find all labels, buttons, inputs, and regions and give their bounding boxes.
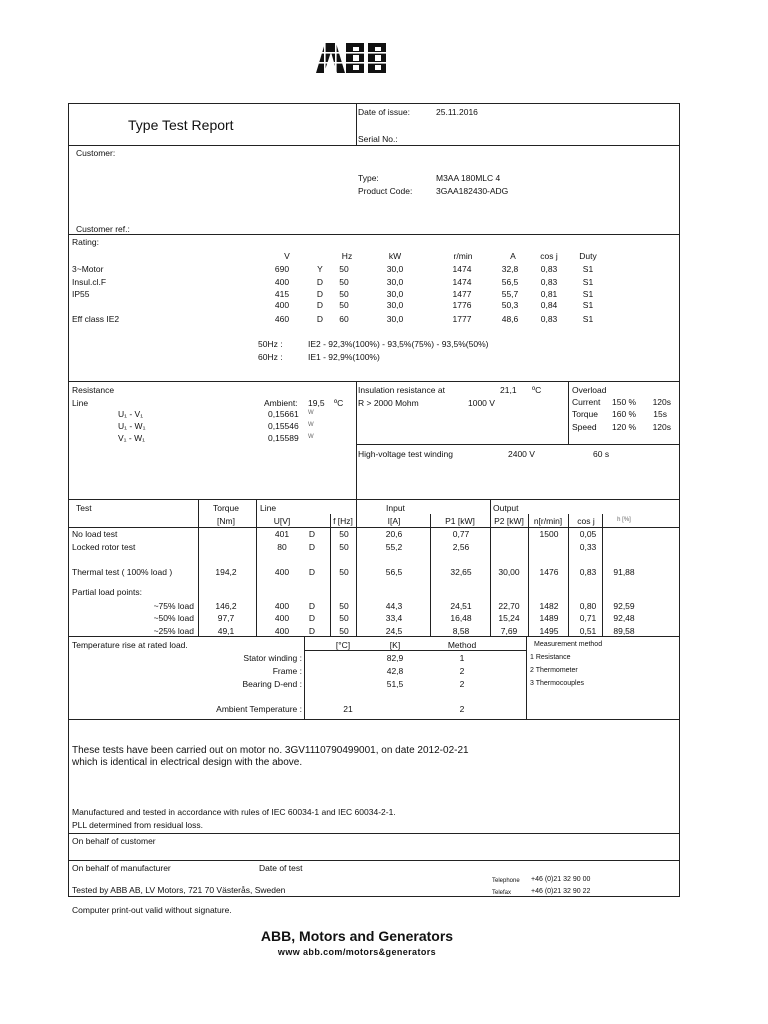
resistance-row-value: 0,15661 [268, 409, 299, 419]
test-row-p2: 15,24 [498, 613, 520, 623]
product-code-value: 3GAA182430-ADG [436, 186, 509, 196]
notes-line-1: These tests have been carried out on motor no. 3GV1110790499001, on date 2012-02-21 [72, 745, 469, 756]
test-row-p1: 8,58 [452, 626, 470, 636]
telephone-label: Telephone [492, 878, 520, 884]
ambient-value: 19,5 [308, 398, 325, 408]
test-row-name: Locked rotor test [72, 542, 136, 552]
product-code-label: Product Code: [358, 186, 413, 196]
efficiency-50hz-label: 50Hz : [258, 339, 283, 349]
resistance-row-name: V₁ - W₁ [118, 433, 145, 443]
test-row-n: 1482 [539, 601, 559, 611]
telefax-value: +46 (0)21 32 90 22 [531, 888, 591, 895]
efficiency-60hz-label: 60Hz : [258, 352, 283, 362]
test-row-p1: 0,77 [452, 529, 470, 539]
report-frame [68, 103, 680, 897]
resistance-label: Resistance [72, 385, 115, 395]
test-row-i: 20,6 [385, 529, 403, 539]
rating-row-rmin: 1474 [452, 277, 472, 287]
rating-row-a: 50,3 [501, 300, 519, 310]
rating-row-name: Insul.cl.F [72, 277, 107, 287]
test-row-f: 50 [339, 613, 349, 623]
temp-rise-label: Temperature rise at rated load. [72, 640, 188, 650]
line-header: Line [260, 503, 277, 513]
rating-header-v: V [284, 251, 290, 261]
speed-header: n[r/min] [533, 516, 563, 526]
hv-test-voltage: 2400 V [508, 449, 535, 459]
tested-by: Tested by ABB AB, LV Motors, 721 70 Västerås, Sweden [72, 885, 286, 895]
test-row-n: 1489 [539, 613, 559, 623]
line-unit: U[V] [273, 516, 291, 526]
rating-header-kw: kW [388, 251, 402, 261]
test-row-torque: 49,1 [217, 626, 235, 636]
ohm-unit: W [308, 422, 314, 428]
type-label: Type: [358, 173, 379, 183]
torque-header: Torque [213, 503, 239, 513]
test-row-u: 400 [274, 601, 290, 611]
notes-line-4: PLL determined from residual loss. [72, 820, 204, 830]
rating-row-v: 400 [274, 277, 290, 287]
resistance-row-name: U₁ - V₁ [118, 409, 144, 419]
rating-row-conn: D [316, 314, 324, 324]
overload-label: Overload [572, 385, 607, 395]
test-row-eff: 89,58 [613, 626, 635, 636]
test-header: Test [76, 503, 92, 513]
rating-row-hz: 60 [339, 314, 349, 324]
abb-logo [316, 42, 396, 74]
cos-header: cos j [577, 516, 595, 526]
company-name: ABB, Motors and Generators [260, 928, 454, 944]
partial-load-label: Partial load points: [72, 587, 142, 597]
test-row-cos: 0,05 [579, 529, 597, 539]
test-row-u: 401 [274, 529, 290, 539]
overload-row-time: 120s [652, 422, 671, 432]
rating-row-cos: 0,81 [540, 289, 558, 299]
rating-row-rmin: 1776 [452, 300, 472, 310]
hv-test-time: 60 s [593, 449, 610, 459]
temp-row-k: 82,9 [386, 653, 404, 663]
measurement-method-item: 3 Thermocouples [530, 680, 584, 687]
test-row-conn: D [308, 529, 316, 539]
overload-row-time: 15s [653, 409, 667, 419]
test-row-f: 50 [339, 626, 349, 636]
rating-row-v: 690 [274, 264, 290, 274]
test-row-name: ~50% load [153, 613, 194, 623]
test-row-f: 50 [339, 567, 349, 577]
rating-row-conn: Y [317, 264, 323, 274]
rating-row-conn: D [316, 300, 324, 310]
ambient-label: Ambient: [264, 398, 298, 408]
rating-row-a: 48,6 [501, 314, 519, 324]
rating-row-duty: S1 [582, 277, 594, 287]
temp-col-c: [°C] [335, 640, 351, 650]
test-row-i: 33,4 [385, 613, 403, 623]
insulation-temp-value: 21,1 [500, 385, 517, 395]
test-row-u: 80 [277, 542, 287, 552]
measurement-method-item: 2 Thermometer [530, 667, 578, 674]
torque-unit: [Nm] [217, 516, 235, 526]
ambient-temp-c: 21 [343, 704, 353, 714]
rating-header-rmin: r/min [453, 251, 473, 261]
test-row-name: ~75% load [153, 601, 194, 611]
hv-test-label: High-voltage test winding [358, 449, 453, 459]
temp-row-name: Frame : [272, 666, 302, 676]
test-row-conn: D [308, 613, 316, 623]
test-row-name: Thermal test ( 100% load ) [72, 567, 173, 577]
rating-row-cos: 0,83 [540, 314, 558, 324]
temp-row-name: Bearing D-end : [242, 679, 302, 689]
test-row-conn: D [308, 567, 316, 577]
insulation-resistance: R > 2000 Mohm [358, 398, 419, 408]
overload-row-pct: 120 % [612, 422, 637, 432]
test-row-name: No load test [72, 529, 118, 539]
rating-row-kw: 30,0 [386, 314, 404, 324]
resistance-row-name: U₁ - W₁ [118, 421, 146, 431]
overload-row-time: 120s [652, 397, 671, 407]
ambient-temp-label: Ambient Temperature : [216, 704, 302, 714]
test-row-p2: 30,00 [498, 567, 520, 577]
test-row-cos: 0,71 [579, 613, 597, 623]
test-row-cos: 0,83 [579, 567, 597, 577]
test-row-n: 1476 [539, 567, 559, 577]
efficiency-60hz-value: IE1 - 92,9%(100%) [308, 352, 380, 362]
rating-row-hz: 50 [339, 264, 349, 274]
ambient-unit: ºC [334, 398, 344, 408]
rating-row-name: Eff class IE2 [72, 314, 120, 324]
test-row-p2: 22,70 [498, 601, 520, 611]
test-row-u: 400 [274, 567, 290, 577]
rating-row-a: 56,5 [501, 277, 519, 287]
measurement-method-item: 1 Resistance [530, 654, 571, 661]
notes-line-3: Manufactured and tested in accordance with rules of IEC 60034-1 and IEC 60034-2-1. [72, 807, 396, 817]
rating-header-a: A [510, 251, 516, 261]
p2-header: P2 [kW] [494, 516, 524, 526]
rating-label: Rating: [72, 237, 99, 247]
customer-label: Customer: [76, 148, 116, 158]
rating-row-rmin: 1477 [452, 289, 472, 299]
rating-row-cos: 0,84 [540, 300, 558, 310]
output-header: Output [493, 503, 519, 513]
rating-row-hz: 50 [339, 277, 349, 287]
rating-row-duty: S1 [582, 314, 594, 324]
rating-row-cos: 0,83 [540, 264, 558, 274]
test-row-n: 1500 [539, 529, 559, 539]
test-row-conn: D [308, 601, 316, 611]
ambient-temp-method: 2 [459, 704, 465, 714]
serial-label: Serial No.: [358, 134, 398, 144]
company-url: www abb.com/motors&generators [277, 947, 437, 957]
current-header: I[A] [387, 516, 401, 526]
test-row-cos: 0,51 [579, 626, 597, 636]
rating-row-duty: S1 [582, 264, 594, 274]
test-row-p1: 16,48 [450, 613, 472, 623]
overload-row-name: Torque [572, 409, 598, 419]
test-row-i: 55,2 [385, 542, 403, 552]
test-row-p1: 32,65 [450, 567, 472, 577]
insulation-temp-unit: ºC [532, 385, 542, 395]
efficiency-header: h [%] [617, 517, 631, 523]
ohm-unit: W [308, 410, 314, 416]
test-row-torque: 146,2 [215, 601, 237, 611]
rating-row-duty: S1 [582, 300, 594, 310]
rating-header-duty: Duty [579, 251, 597, 261]
temp-row-method: 2 [459, 679, 465, 689]
rating-row-name: IP55 [72, 289, 90, 299]
customer-ref-label: Customer ref.: [76, 224, 130, 234]
rating-row-conn: D [316, 277, 324, 287]
report-title: Type Test Report [128, 117, 234, 133]
date-label: Date of issue: [358, 107, 410, 117]
test-row-n: 1495 [539, 626, 559, 636]
temp-col-method: Method [447, 640, 477, 650]
temp-col-k: [K] [389, 640, 401, 650]
frequency-header: f [Hz] [333, 516, 353, 526]
temp-row-k: 42,8 [386, 666, 404, 676]
test-row-conn: D [308, 626, 316, 636]
rating-row-kw: 30,0 [386, 289, 404, 299]
temp-row-k: 51,5 [386, 679, 404, 689]
resistance-line-label: Line [72, 398, 89, 408]
ohm-unit: W [308, 434, 314, 440]
rating-row-conn: D [316, 289, 324, 299]
rating-row-rmin: 1474 [452, 264, 472, 274]
resistance-row-value: 0,15589 [268, 433, 299, 443]
type-value: M3AA 180MLC 4 [436, 173, 501, 183]
test-row-torque: 194,2 [215, 567, 237, 577]
rating-row-v: 400 [274, 300, 290, 310]
manufacturer-signature-label: On behalf of manufacturer [72, 863, 171, 873]
rating-header-hz: Hz [341, 251, 353, 261]
telephone-value: +46 (0)21 32 90 00 [531, 876, 591, 883]
test-row-f: 50 [339, 542, 349, 552]
test-row-eff: 92,59 [613, 601, 635, 611]
test-row-f: 50 [339, 601, 349, 611]
efficiency-50hz-value: IE2 - 92,3%(100%) - 93,5%(75%) - 93,5%(50%) [308, 339, 489, 349]
input-header: Input [386, 503, 405, 513]
date-value: 25.11.2016 [436, 107, 478, 117]
rating-row-name: 3~Motor [72, 264, 104, 274]
test-row-conn: D [308, 542, 316, 552]
measurement-method-label: Measurement method [534, 641, 603, 648]
overload-row-pct: 160 % [612, 409, 637, 419]
test-row-u: 400 [274, 626, 290, 636]
overload-row-name: Speed [572, 422, 597, 432]
test-row-u: 400 [274, 613, 290, 623]
rating-header-cos: cos j [540, 251, 558, 261]
rating-row-rmin: 1777 [452, 314, 472, 324]
temp-row-method: 2 [459, 666, 465, 676]
temp-row-name: Stator winding : [243, 653, 302, 663]
insulation-voltage: 1000 V [468, 398, 495, 408]
rating-row-a: 32,8 [501, 264, 519, 274]
test-row-i: 56,5 [385, 567, 403, 577]
p1-header: P1 [kW] [445, 516, 475, 526]
test-row-cos: 0,80 [579, 601, 597, 611]
test-row-p1: 2,56 [452, 542, 470, 552]
rating-row-cos: 0,83 [540, 277, 558, 287]
test-row-eff: 91,88 [613, 567, 635, 577]
overload-row-pct: 150 % [612, 397, 637, 407]
test-row-torque: 97,7 [217, 613, 235, 623]
test-row-f: 50 [339, 529, 349, 539]
rating-row-v: 460 [274, 314, 290, 324]
overload-row-name: Current [572, 397, 601, 407]
rating-row-hz: 50 [339, 289, 349, 299]
test-row-p2: 7,69 [500, 626, 518, 636]
rating-row-v: 415 [274, 289, 290, 299]
rating-row-kw: 30,0 [386, 300, 404, 310]
test-row-i: 44,3 [385, 601, 403, 611]
rating-row-kw: 30,0 [386, 264, 404, 274]
resistance-row-value: 0,15546 [268, 421, 299, 431]
telefax-label: Telefax [492, 890, 512, 896]
test-row-cos: 0,33 [579, 542, 597, 552]
test-row-name: ~25% load [153, 626, 194, 636]
insulation-label: Insulation resistance at [358, 385, 445, 395]
rating-row-kw: 30,0 [386, 277, 404, 287]
test-row-p1: 24,51 [450, 601, 472, 611]
test-row-eff: 92,48 [613, 613, 635, 623]
temp-row-method: 1 [459, 653, 465, 663]
customer-signature-label: On behalf of customer [72, 836, 156, 846]
rating-row-duty: S1 [582, 289, 594, 299]
notes-line-2: which is identical in electrical design with the above. [72, 757, 303, 768]
rating-row-hz: 50 [339, 300, 349, 310]
test-date-label: Date of test [259, 863, 303, 873]
rating-row-a: 55,7 [501, 289, 519, 299]
print-note: Computer print-out valid without signature. [72, 905, 232, 915]
test-row-i: 24,5 [385, 626, 403, 636]
